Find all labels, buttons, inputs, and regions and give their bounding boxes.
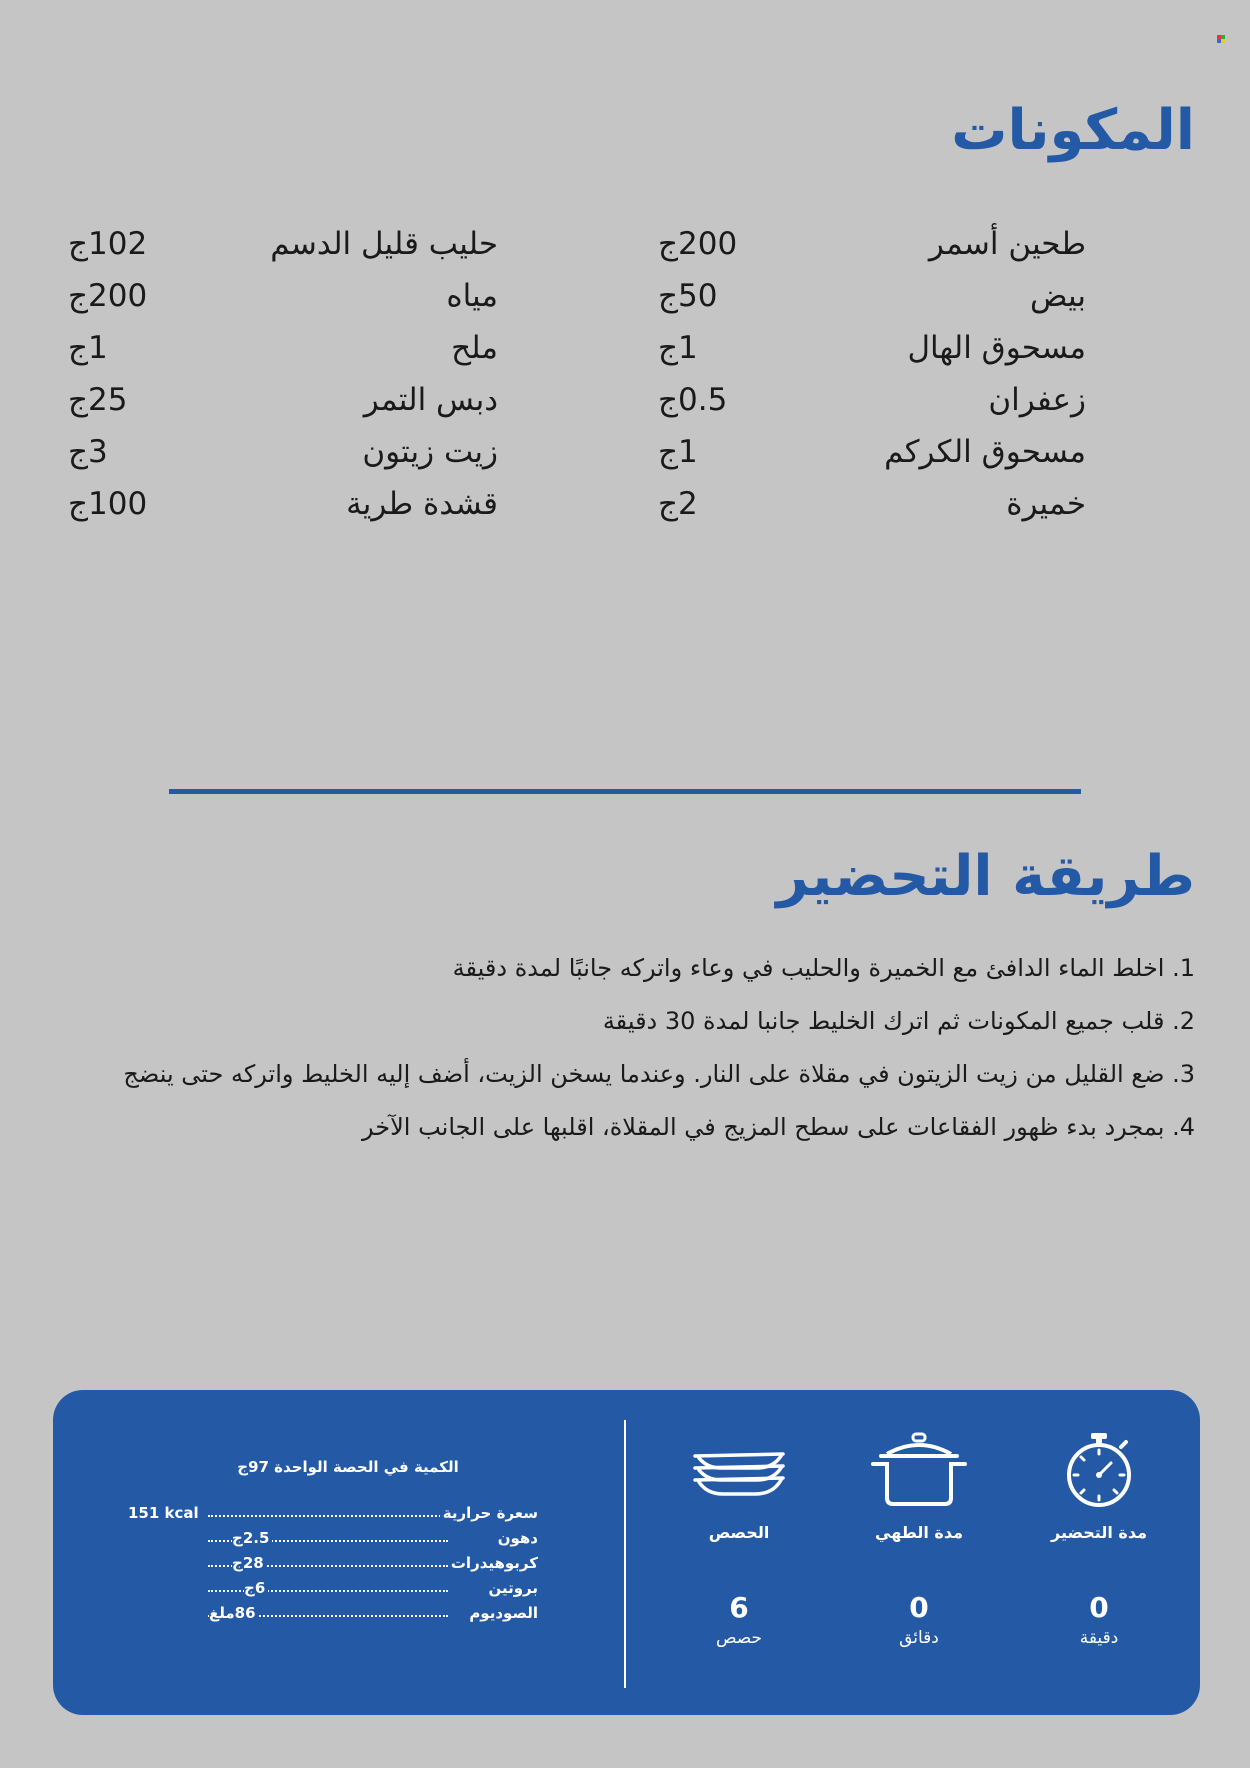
method-step: 4. بمجرد بدء ظهور الفقاعات على سطح المزيج في المقلاة، اقلبها على الجانب الآخر [362, 1113, 1195, 1141]
ingredient-qty: 3ج [68, 434, 108, 470]
servings-unit: حصص [715, 1628, 763, 1648]
ingredient-name: مسحوق الكركم [884, 434, 1086, 470]
nutrition-value: 6ج [244, 1581, 268, 1596]
ingredient-qty: 100ج [68, 486, 148, 522]
ingredient-name: مسحوق الهال [907, 330, 1086, 366]
method-step: 3. ضع القليل من زيت الزيتون في مقلاة على النار. وعندما يسخن الزيت، أضف إليه الخليط واتركه حتى ينضج [123, 1060, 1195, 1088]
prep-time-label: مدة التحضير [1051, 1523, 1147, 1542]
nutrition-value: 2.5ج [232, 1531, 272, 1546]
ingredient-name: زيت زيتون [362, 434, 498, 470]
ingredient-qty: 1ج [658, 434, 698, 470]
nutrition-label: دهون [495, 1531, 538, 1546]
servings-value: 6 [729, 1591, 749, 1624]
nutrition-value: 86ملغ [209, 1606, 259, 1621]
ingredient-qty: 2ج [658, 486, 698, 522]
ingredient-name: طحين أسمر [928, 226, 1086, 262]
recipe-summary-panel [53, 1390, 1200, 1715]
cook-time-unit: دقائق [899, 1628, 939, 1648]
ingredient-name: قشدة طرية [346, 486, 498, 522]
section-divider [169, 789, 1081, 794]
nutrition-label: بروتين [485, 1581, 538, 1596]
nutrition-label: سعرة حرارية [440, 1506, 538, 1521]
cook-time-stat [839, 1432, 999, 1647]
ingredient-name: حليب قليل الدسم [270, 226, 498, 262]
method-title: طريقة التحضير [776, 844, 1195, 909]
ingredient-qty: 0.5ج [658, 382, 728, 418]
servings-label: الحصص [708, 1523, 770, 1542]
ingredient-qty: 1ج [658, 330, 698, 366]
panel-separator [624, 1420, 626, 1688]
nutrition-title: الكمية في الحصة الواحدة 97ج [237, 1458, 459, 1476]
method-step: 1. اخلط الماء الدافئ مع الخميرة والحليب في وعاء واتركه جانبًا لمدة دقيقة [452, 954, 1195, 982]
ingredients-title: المكونات [951, 98, 1195, 163]
pot-icon [871, 1432, 967, 1508]
ingredient-qty: 200ج [658, 226, 738, 262]
ingredient-name: خميرة [1006, 486, 1086, 522]
cook-time-label: مدة الطهي [875, 1523, 963, 1542]
ingredient-qty: 25ج [68, 382, 128, 418]
ingredient-qty: 102ج [68, 226, 148, 262]
ingredient-name: مياه [446, 278, 498, 314]
nutrition-value: 151 kcal [128, 1506, 202, 1521]
ingredient-name: ملح [451, 330, 498, 366]
servings-stat [659, 1432, 819, 1647]
ingredient-name: بيض [1030, 278, 1086, 314]
nutrition-label: الصوديوم [466, 1606, 538, 1621]
prep-time-value: 0 [1089, 1591, 1109, 1624]
ingredient-qty: 1ج [68, 330, 108, 366]
cook-time-value: 0 [909, 1591, 929, 1624]
ingredient-name: دبس التمر [363, 382, 498, 418]
ingredient-qty: 200ج [68, 278, 148, 314]
plates-icon [691, 1432, 787, 1508]
corner-color-mark [1217, 35, 1225, 43]
prep-time-unit: دقيقة [1079, 1628, 1119, 1648]
ingredient-name: زعفران [988, 382, 1086, 418]
method-step: 2. قلب جميع المكونات ثم اترك الخليط جانبا لمدة 30 دقيقة [602, 1007, 1195, 1035]
nutrition-value: 28ج [232, 1556, 267, 1571]
ingredient-qty: 50ج [658, 278, 718, 314]
nutrition-label: كربوهيدرات [448, 1556, 538, 1571]
prep-time-stat [1019, 1432, 1179, 1647]
dotted-leader [208, 1515, 448, 1517]
stopwatch-icon [1064, 1432, 1134, 1508]
